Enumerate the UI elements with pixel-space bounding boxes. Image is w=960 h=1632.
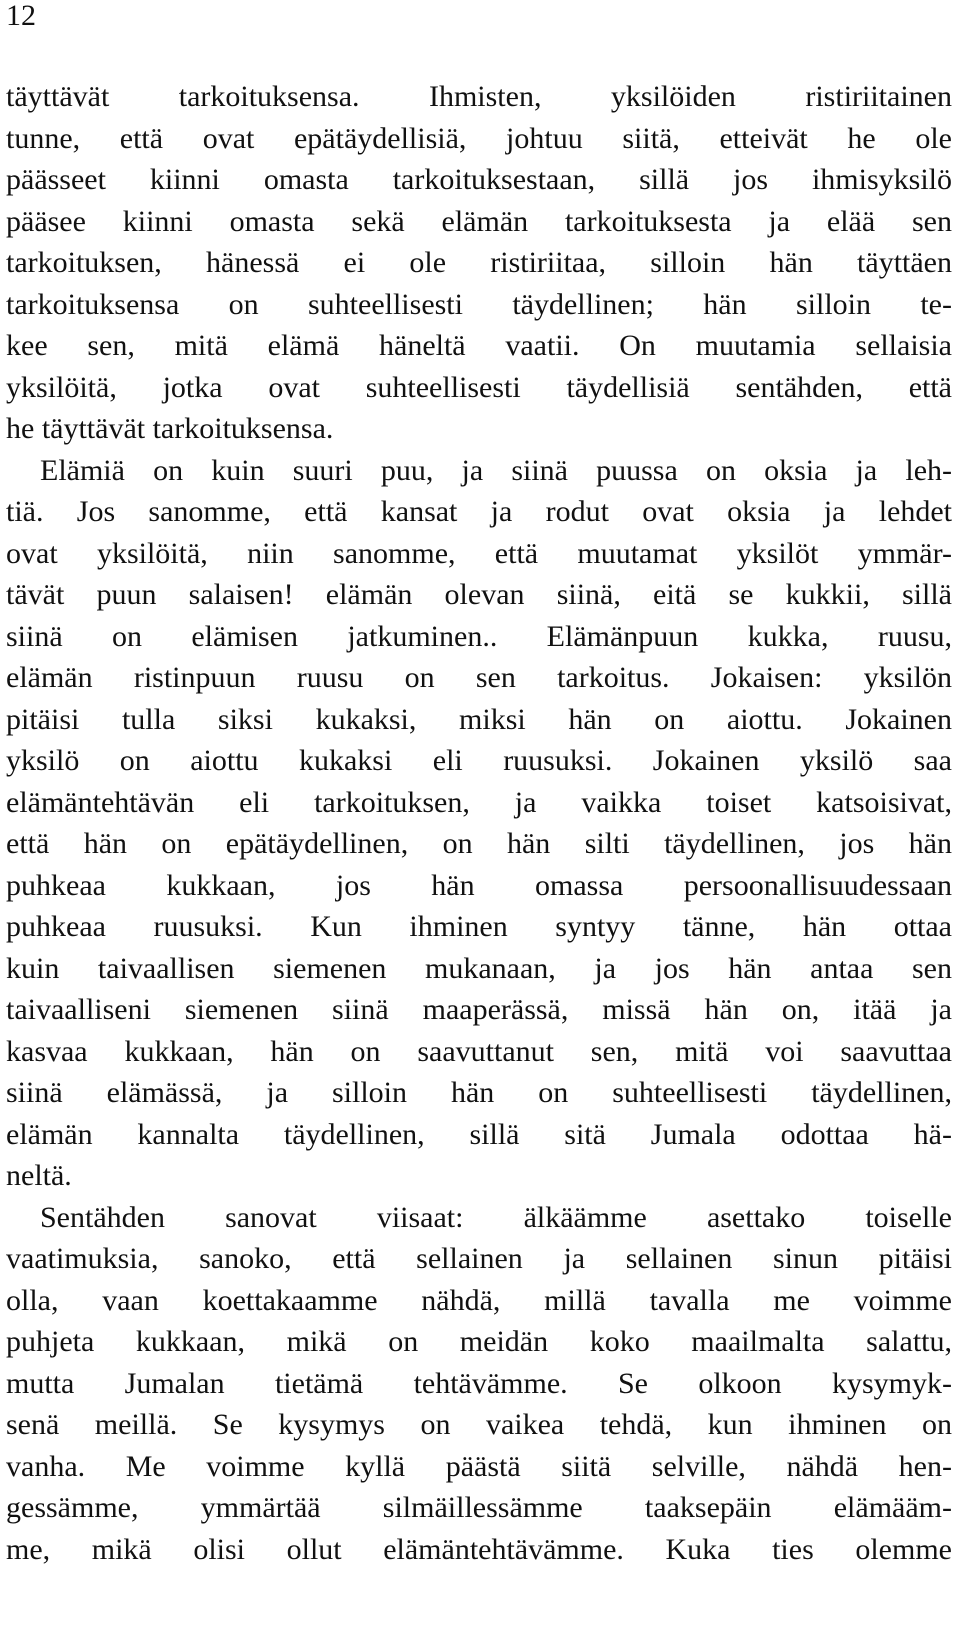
text-line: gessämme, ymmärtää silmäillessämme taaksepäin elämääm- [6, 1491, 952, 1524]
text-line: yksilö on aiottu kukaksi eli ruusuksi. Jokainen yksilö saa [6, 744, 952, 777]
text-line: vaatimuksia, sanoko, että sellainen ja sellainen sinun pitäisi [6, 1242, 952, 1275]
text-line: siinä on elämisen jatkuminen.. Elämänpuun kukka, ruusu, [6, 619, 952, 653]
text-line: kee sen, mitä elämä häneltä vaatii. On muutamia sellaisia [6, 329, 952, 362]
body-text [6, 76, 952, 1570]
text-line: tunne, että ovat epätäydellisiä, johtuu siitä, etteivät he ole [6, 121, 952, 155]
text-line: kuin taivaallisen siemenen mukanaan, ja jos hän antaa sen [6, 951, 952, 985]
text-line: ovat yksilöitä, niin sanomme, että muutamat yksilöt ymmär- [6, 536, 952, 570]
text-line: tävät puun salaisen! elämän olevan siinä, eitä se kukkii, sillä [6, 578, 952, 611]
text-line: pääsee kiinni omasta sekä elämän tarkoituksesta ja elää sen [6, 204, 952, 238]
text-line: senä meillä. Se kysymys on vaikea tehdä, kun ihminen on [6, 1408, 952, 1441]
text-line: olla, vaan koettakaamme nähdä, millä tavalla me voimme [6, 1283, 952, 1317]
text-line: kasvaa kukkaan, hän on saavuttanut sen, mitä voi saavuttaa [6, 1034, 952, 1068]
text-line: täyttävät tarkoituksensa. Ihmisten, yksilöiden ristiriitainen [6, 80, 952, 113]
text-line: me, mikä olisi ollut elämäntehtävämme. Kuka ties olemme [6, 1532, 952, 1566]
text-line: tiä. Jos sanomme, että kansat ja rodut ovat oksia ja lehdet [6, 495, 952, 528]
text-line: puhkeaa kukkaan, jos hän omassa persoonallisuudessaan [6, 868, 952, 902]
text-line: he täyttävät tarkoituksensa. [6, 412, 334, 445]
text-line: elämän kannalta täydellinen, sillä sitä Jumala odottaa hä- [6, 1117, 952, 1151]
text-line: siinä elämässä, ja silloin hän on suhteellisesti täydellinen, [6, 1076, 952, 1109]
page-number: 12 [6, 0, 36, 32]
text-line: neltä. [6, 1159, 72, 1192]
text-line: tarkoituksen, hänessä ei ole ristiriitaa, silloin hän täyttäen [6, 246, 952, 279]
text-line: että hän on epätäydellinen, on hän silti täydellinen, jos hän [6, 827, 952, 860]
text-line: päässeet kiinni omasta tarkoituksestaan, sillä jos ihmisyksilö [6, 163, 952, 196]
text-line: pitäisi tulla siksi kukaksi, miksi hän on aiottu. Jokainen [6, 702, 952, 736]
text-line: taivaalliseni siemenen siinä maaperässä, missä hän on, itää ja [6, 993, 952, 1026]
text-line: tarkoituksensa on suhteellisesti täydellinen; hän silloin te- [6, 287, 952, 321]
text-line: Sentähden sanovat viisaat: älkäämme asettako toiselle [40, 1200, 952, 1234]
text-line: Elämiä on kuin suuri puu, ja siinä puussa on oksia ja leh- [40, 453, 952, 487]
text-line: elämäntehtävän eli tarkoituksen, ja vaikka toiset katsoisivat, [6, 785, 952, 819]
text-line: puhkeaa ruusuksi. Kun ihminen syntyy tänne, hän ottaa [6, 910, 952, 943]
text-line: mutta Jumalan tietämä tehtävämme. Se olkoon kysymyk- [6, 1366, 952, 1400]
text-line: vanha. Me voimme kyllä päästä siitä selville, nähdä hen- [6, 1449, 952, 1483]
text-line: elämän ristinpuun ruusu on sen tarkoitus. Jokaisen: yksilön [6, 661, 952, 694]
text-line: yksilöitä, jotka ovat suhteellisesti täydellisiä sentähden, että [6, 370, 952, 404]
text-line: puhjeta kukkaan, mikä on meidän koko maailmalta salattu, [6, 1325, 952, 1358]
